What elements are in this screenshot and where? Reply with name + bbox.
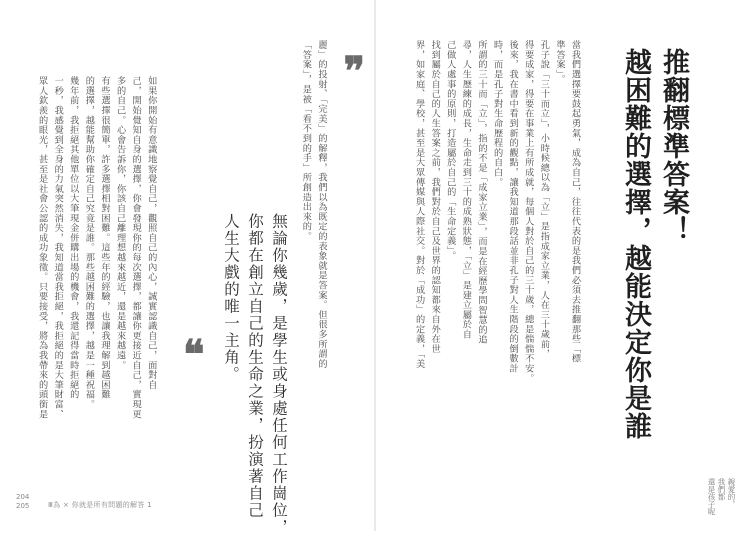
- chapter-title-line-1: 推翻標準答案！: [658, 48, 689, 244]
- left-page-body-bottom: 如果你開始有意識地察覺自己，觀照自己的內心，誠實認識自己，面對自 己，開始覺知自身的選擇，你會發現你的每次選擇，都讓你更接近自己，實現更 多的自己。心會告訴你，你該自己離理想越來越近，還是越來越遠。 有些選擇很簡單，許多選擇相對困難。這些年的經驗，也讓我理解到越困難 的選擇，越能幫助你確定自己究竟是誰。那些越困難的選擇，越是一種祝福。 幾年前，我拒絕其他單位以大筆現金併購出場的機會，我還記得當時拒絕的 一秒，我感覺到全身的力氣突然消失，我知道當我拒絕，我拒絕的是大筆財富、 眾人欽羨的眼光，甚至是社會公認的成功象徵。只要接受，將為我帶來的頭銜是: [36, 76, 157, 419]
- quote-open-mark: ❞: [343, 48, 365, 95]
- page-number-left: 204: [16, 493, 30, 501]
- chapter-title: [616, 48, 692, 440]
- page-number-right: 205: [16, 502, 30, 510]
- chapter-title-line-2: 越困難的選擇，越能決定你是誰: [620, 48, 651, 440]
- running-head: Ⅲ為 × 你就是所有問題的解答 1: [48, 501, 152, 509]
- running-side-title: 親愛的， 我們都 還是孩子呢: [707, 477, 736, 515]
- pull-quote-line-3: 人生大戲的唯一主角。: [222, 213, 240, 383]
- pull-quote: [195, 96, 315, 536]
- quote-close-mark: ❝: [183, 331, 205, 378]
- page-numbers: [16, 493, 29, 511]
- left-page-body-top: 麗」的投射、「完美」的解釋，我們以為既定的表象就是答案。但很多所謂的 「答案」，是被「看不到的手」所創造出來的。: [300, 40, 327, 369]
- pull-quote-line-1: 無論你幾歲，是學生或身處任何工作崗位，: [270, 213, 288, 536]
- right-page: [375, 0, 750, 531]
- right-page-body: 當我們選擇要鼓起勇氣，成為自己，往往代表的是我們必須去推翻那些「標 準答案」。 孔子說「三十而立」，小時候總以為「立」是指成家立業，人在三十歲前， 得要成家，得要在事業上有所成就，每個人對於自己的三十歲，總是惴惴不安。 後來，我在書中看到新的觀點，讓我知道那段話並非孔子對人生階段的倒數計 時，而是孔子對生命歷程的自白。 所謂的三十而「立」，指的不是「成家立業」，而是在經歷學問智慧的追 尋，人生歷練的成長，生命走到三十的成熟狀態，「立」是建立屬於自 己做人處事的原則，打造屬於自己的「生命定義」。 找到屬於自己的人生答案之前，我們對於自己及世界的認知都來自外在世 界，如家庭、學校，甚至是大眾傳媒與人際社交。對於「成功」的定義，「美: [413, 40, 581, 383]
- pull-quote-line-2: 你都在創立自己的生命之業，扮演著自己: [246, 213, 264, 519]
